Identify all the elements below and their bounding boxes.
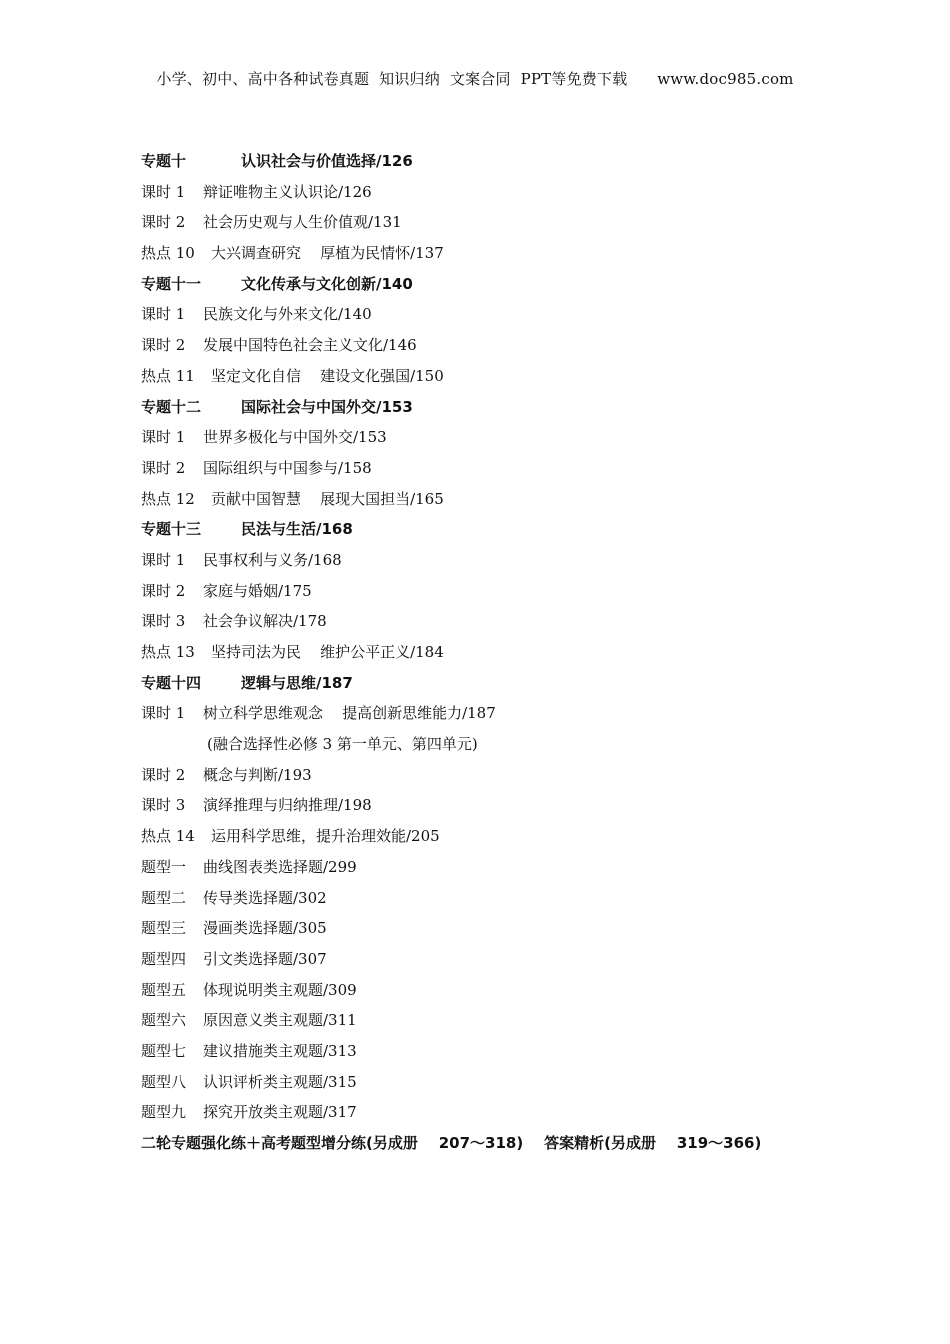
toc-item-line [141,422,901,453]
toc-title: 建议措施类主观题/313 [203,1041,357,1060]
toc-item-line [141,975,901,1006]
toc-title: 传导类选择题/302 [203,888,327,907]
toc-title: 社会争议解决/178 [203,612,327,631]
toc-item-line [141,576,901,607]
toc-title: 概念与判断/193 [203,765,312,784]
toc-item-line [141,545,901,576]
toc-label: 热点 10 [141,244,195,263]
toc-topic-line [141,668,901,699]
toc-item-line [141,177,901,208]
toc-item-line [141,883,901,914]
toc-title: 坚持司法为民 维护公平正义/184 [211,643,444,661]
toc-item-line [141,760,901,791]
toc-label: 课时 3 [141,796,186,815]
toc-title: 探究开放类主观题/317 [203,1103,357,1122]
toc-topic-line [141,392,901,423]
toc-item-line [141,238,901,269]
toc-item-line [141,1005,901,1036]
toc-label: 课时 2 [141,765,186,784]
toc-label: 课时 1 [141,550,186,569]
toc-topic-line [141,269,901,300]
toc-item-line [141,207,901,238]
toc-label: 课时 1 [141,704,186,723]
toc-label: 题型二 [141,888,187,907]
toc-title: 民事权利与义务/168 [203,550,342,569]
toc-label: 热点 14 [141,827,195,846]
toc-label: 热点 12 [141,489,195,508]
toc-item-line [141,821,901,852]
toc-item-line [141,913,901,944]
toc-label: 课时 3 [141,612,186,631]
toc-item-line [141,361,901,392]
toc-label: 题型六 [141,1011,187,1030]
toc-title: 漫画类选择题/305 [203,919,327,938]
toc-item-line [141,1036,901,1067]
toc-topic-line [141,146,901,177]
toc-title: 文化传承与文化创新/140 [241,274,413,293]
toc-label: 题型七 [141,1041,187,1060]
toc-label: 课时 2 [141,581,186,600]
toc-title: 民法与生活/168 [241,520,353,539]
toc-label: 课时 1 [141,428,186,447]
toc-label: 课时 1 [141,305,186,324]
toc-label: 热点 13 [141,643,195,661]
toc-label: 课时 2 [141,458,186,477]
toc-label: 题型五 [141,980,187,999]
toc-item-line [141,330,901,361]
toc-title: 逻辑与思维/187 [241,673,353,692]
toc-label: 课时 2 [141,213,186,232]
toc-title: 家庭与婚姻/175 [203,581,312,600]
toc-title: 贡献中国智慧 展现大国担当/165 [211,489,444,508]
toc-title: 认识社会与价值选择/126 [241,152,413,170]
toc-item-line [141,637,901,668]
toc-title: 运用科学思维，提升治理效能/205 [211,827,440,846]
toc-item-line [141,299,901,330]
toc-item-line [141,453,901,484]
toc-topic-line [141,514,901,545]
toc-item-line [141,1097,901,1128]
toc-footer-line: 二轮专题强化练＋高考题型增分练(另成册 207～318) 答案精析(另成册 319～366) [141,1134,762,1152]
toc-title: 认识评析类主观题/315 [203,1072,357,1091]
toc-label: 热点 11 [141,366,195,385]
toc-label: 题型三 [141,919,187,938]
toc-title: 发展中国特色社会主义文化/146 [203,336,417,355]
toc-label: 课时 2 [141,336,186,355]
toc-label: 专题十四 [141,673,202,692]
toc-label: 专题十一 [141,274,202,293]
toc-label: 题型四 [141,949,187,968]
toc-item-line [141,1067,901,1098]
toc-label: 专题十 [141,152,187,170]
toc-note-line [141,729,901,760]
toc-item-line [141,790,901,821]
toc-title: 辩证唯物主义认识论/126 [203,182,372,201]
toc-item-line [141,606,901,637]
toc-label: 专题十三 [141,520,202,539]
toc-label: 题型八 [141,1072,187,1091]
toc-title: 曲线图表类选择题/299 [203,857,357,876]
toc-title: 引文类选择题/307 [203,949,327,968]
toc-title: 原因意义类主观题/311 [203,1011,357,1030]
toc-title: 树立科学思维观念 提高创新思维能力/187 [203,704,496,723]
toc-item-line [141,484,901,515]
toc-title: 国际组织与中国参与/158 [203,458,372,477]
toc-label: 课时 1 [141,182,186,201]
table-of-contents [141,146,901,1159]
toc-title: 大兴调查研究 厚植为民情怀/137 [211,244,444,263]
toc-item-line [141,944,901,975]
toc-title: 坚定文化自信 建设文化强国/150 [211,366,444,385]
toc-label: 专题十二 [141,397,202,416]
toc-title: 国际社会与中国外交/153 [241,397,413,416]
toc-title: 社会历史观与人生价值观/131 [203,213,402,232]
toc-item-line [141,852,901,883]
toc-note-text: (融合选择性必修 3 第一单元、第四单元) [207,735,478,754]
toc-label: 题型一 [141,857,187,876]
toc-title: 体现说明类主观题/309 [203,980,357,999]
page-header: 小学、初中、高中各种试卷真题 知识归纳 文案合同 PPT等免费下载 www.doc985.com [156,70,794,88]
toc-label: 题型九 [141,1103,187,1122]
toc-item-line [141,698,901,729]
toc-title: 世界多极化与中国外交/153 [203,428,387,447]
toc-title: 民族文化与外来文化/140 [203,305,372,324]
toc-title: 演绎推理与归纳推理/198 [203,796,372,815]
